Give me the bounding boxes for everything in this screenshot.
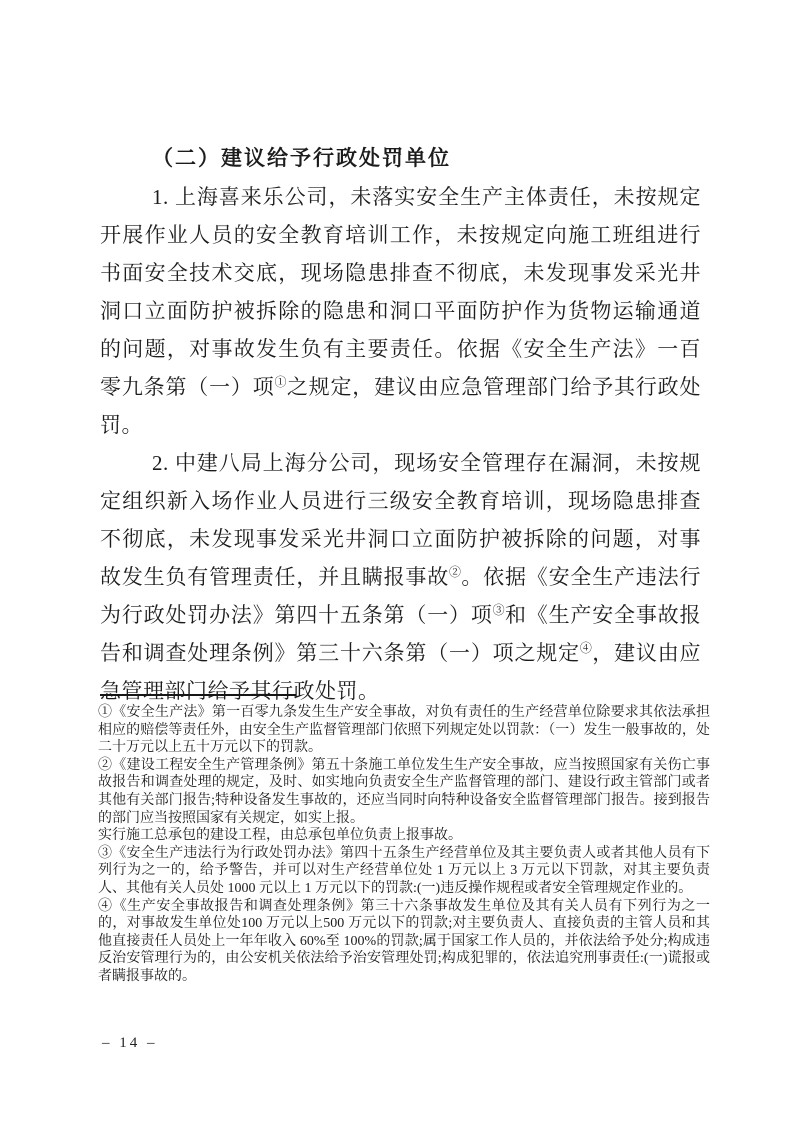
paragraph-2-text-cont-3: ，建议由应急管理部门给予其行政处罚。 — [100, 641, 702, 703]
footnote-1: ①《安全生产法》第一百零九条发生生产安全事故，对负有责任的生产经营单位除要求其依法承担相应的赔偿等责任外，由安全生产监督管理部门依照下列规定处以罚款：（一）发生一般事故的，处二十万元以上五十万元以下的罚款。 — [98, 705, 710, 756]
paragraph-2-text-cont-2: 和《生产安全事故报告和调查处理条例》第三十六条第（一）项之规定 — [100, 603, 701, 665]
footnote-separator-rule — [100, 694, 296, 696]
footnote-ref-4: ④ — [579, 641, 593, 655]
footnote-4: ④《生产安全事故报告和调查处理条例》第三十六条事故发生单位及其有关人员有下列行为之一的，对事故发生单位处100 万元以上500 万元以下的罚款;对主要负责人、直接负责的主管人员和其他直接责任人员处上一年年收入 60%至 100%的罚款;属于国家工作人员的，并依法给予处分;构成违反治安管理行为的，由公安机关依法给予治安管理处罚;构成犯罪的，依法追究刑事责任:(一)谎报或者瞒报事故的。 — [98, 898, 710, 984]
footnote-3: ③《安全生产违法行为行政处罚办法》第四十五条生产经营单位及其主要负责人或者其他人员有下列行为之一的，给予警告，并可以对生产经营单位处 1 万元以上 3 万元以下罚款，对其主要负责人、其他有关人员处 1000 元以上 1 万元以下的罚款:(一)违反操作规程或者安全管理规定作业的。 — [98, 845, 710, 896]
paragraph-2-text-cont-1: 。依据《安全生产违法行为行政处罚办法》第四十五条第（一）项 — [100, 565, 702, 627]
footnote-2: ②《建设工程安全生产管理条例》第五十条施工单位发生生产安全事故，应当按照国家有关伤亡事故报告和调查处理的规定，及时、如实地向负责安全生产监督管理的部门、建设行政主管部门或者其他有关部门报告;特种设备发生事故的，还应当同时向特种设备安全监督管理部门报告。接到报告的部门应当按照国家有关规定，如实上报。 — [98, 757, 710, 826]
page-number: – 14 – — [102, 1035, 158, 1051]
section-heading: （二）建议给予行政处罚单位 — [152, 146, 451, 170]
footnote-2-continuation: 实行施工总承包的建设工程，由总承包单位负责上报事故。 — [98, 828, 462, 844]
paragraph-1 — [100, 178, 701, 444]
paragraph-2 — [100, 444, 701, 710]
footnote-ref-3: ③ — [492, 603, 505, 617]
footnote-ref-2: ② — [449, 565, 462, 579]
page-body — [100, 138, 701, 710]
footnotes-section — [98, 694, 710, 986]
paragraph-1-text: 1. 上海喜来乐公司，未落实安全生产主体责任，未按规定开展作业人员的安全教育培训工作，未按规定向施工班组进行书面安全技术交底，现场隐患排查不彻底，未发现事发采光井洞口立面防护被拆除的隐患和洞口平面防护作为货物运输通道的问题，对事故发生负有主要责任。依据《安全生产法》一百零九条第（一）项 — [100, 185, 701, 399]
paragraph-2-text: 2. 中建八局上海分公司，现场安全管理存在漏洞，未按规定组织新入场作业人员进行三级安全教育培训，现场隐患排查不彻底，未发现事发采光井洞口立面防护被拆除的问题，对事故发生负有管理责任，并且瞒报事故 — [100, 451, 701, 589]
paragraph-1-text-cont: 之规定，建议由应急管理部门给予其行政处罚。 — [100, 375, 701, 437]
footnote-ref-1: ① — [274, 375, 287, 389]
